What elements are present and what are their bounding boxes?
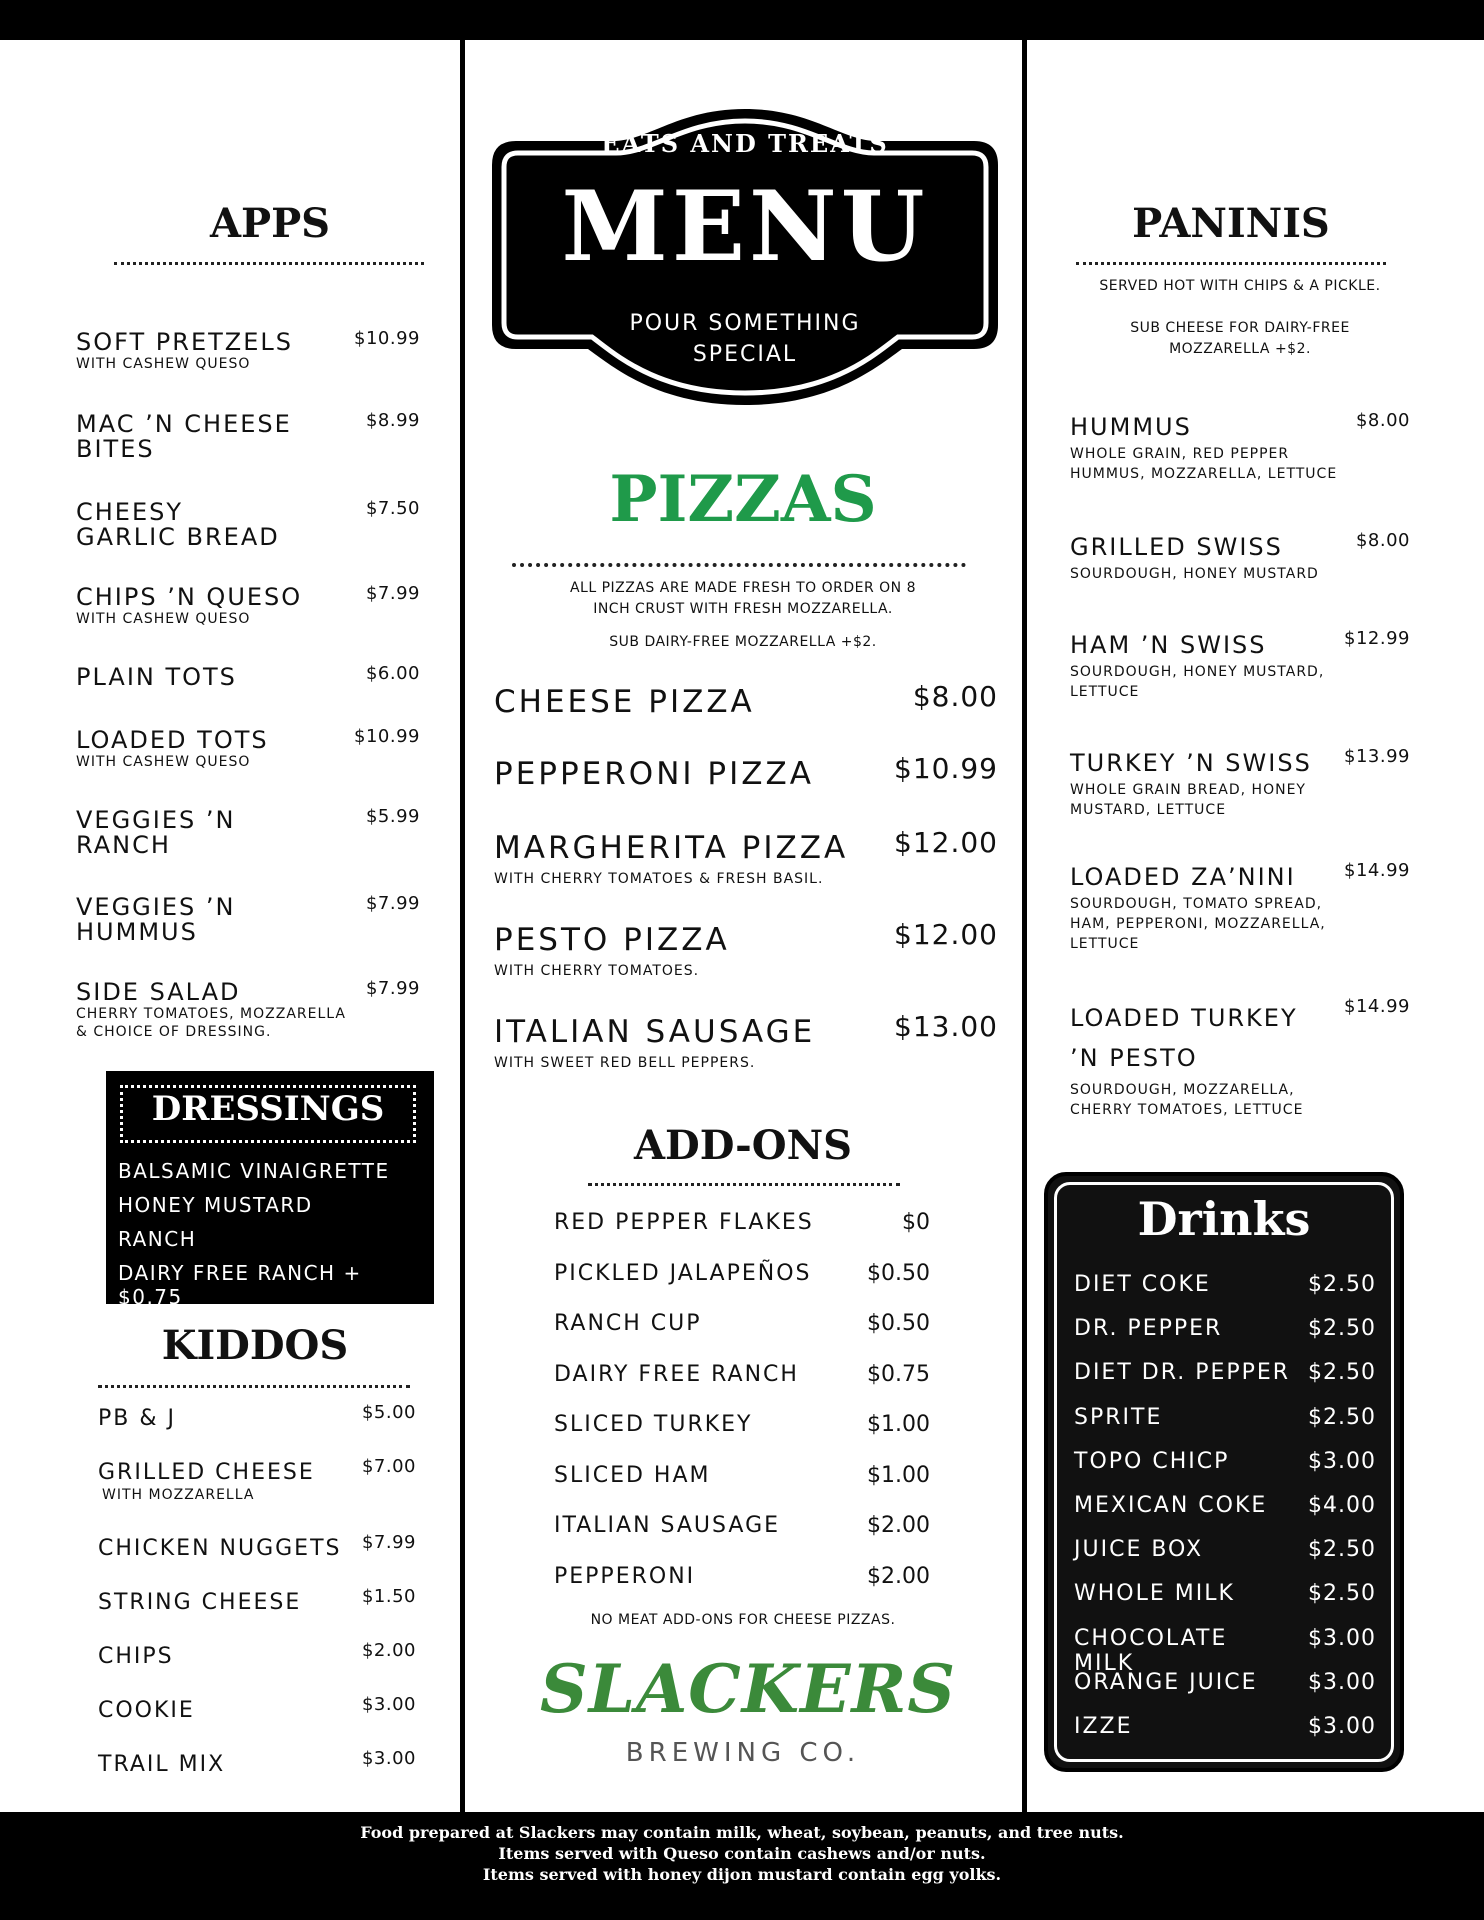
- panini-item-name: HUMMUS: [1070, 413, 1192, 441]
- apps-item-name: CHIPS ’N QUESO: [76, 583, 303, 611]
- footer-line-1: Food prepared at Slackers may contain milk, wheat, soybean, peanuts, and tree nuts.: [360, 1823, 1124, 1842]
- drink-item-price: $2.50: [1308, 1537, 1376, 1563]
- pizza-item-sub: WITH SWEET RED BELL PEPPERS.: [494, 1055, 756, 1071]
- panini-item-sub: WHOLE GRAIN BREAD, HONEY MUSTARD, LETTUCE: [1070, 782, 1306, 818]
- addon-item-name: RED PEPPER FLAKES: [554, 1210, 814, 1235]
- pizza-item-price: $12.00: [894, 918, 998, 951]
- kiddos-item-name: CHICKEN NUGGETS: [98, 1536, 342, 1561]
- drink-item-price: $3.00: [1308, 1714, 1376, 1739]
- dressings-box: [106, 1071, 434, 1309]
- pizza-item-price: $10.99: [894, 752, 998, 785]
- drink-item-price: $2.50: [1308, 1360, 1376, 1386]
- drink-item-price: $3.00: [1308, 1669, 1376, 1695]
- addon-item-price: $2.00: [867, 1513, 930, 1538]
- drink-item-name: SPRITE: [1074, 1404, 1163, 1430]
- drink-item-price: $3.00: [1308, 1625, 1376, 1651]
- logo-tagline-2: SPECIAL: [692, 342, 798, 367]
- logo-arc-text: EATS AND TREATS: [601, 129, 889, 158]
- top-bar: [0, 0, 1484, 40]
- drink-item-price: $2.50: [1308, 1316, 1376, 1342]
- drink-item-name: DIET DR. PEPPER: [1074, 1360, 1291, 1386]
- kiddos-item-price: $7.99: [361, 1532, 416, 1553]
- apps-item-sub: CHERRY TOMATOES, MOZZARELLA & CHOICE OF DRESSING.: [76, 1006, 346, 1040]
- panini-item-price: $8.00: [1355, 530, 1410, 551]
- drink-item-name: JUICE BOX: [1074, 1537, 1204, 1563]
- addons-heading: ADD-ONS: [633, 1122, 853, 1169]
- addon-item-name: SLICED HAM: [554, 1462, 711, 1488]
- kiddos-item-price: $7.00: [361, 1456, 416, 1477]
- apps-item-price: $7.99: [365, 583, 420, 604]
- panini-item-price: $8.00: [1355, 410, 1410, 431]
- drink-item-price: $2.50: [1308, 1581, 1376, 1607]
- drink-item-name: DR. PEPPER: [1074, 1316, 1223, 1342]
- pizza-item-price: $8.00: [912, 680, 998, 713]
- pizzas-note-2: SUB DAIRY-FREE MOZZARELLA +$2.: [609, 634, 877, 650]
- drink-item-name: CHOCOLATE MILK: [1074, 1625, 1228, 1676]
- apps-heading: APPS: [209, 200, 331, 247]
- panini-item-name: TURKEY ’N SWISS: [1070, 749, 1312, 777]
- pizza-item-price: $13.00: [894, 1010, 998, 1043]
- apps-item-name: LOADED TOTS: [76, 726, 269, 754]
- apps-item-name: CHEESY GARLIC BREAD: [76, 498, 280, 551]
- paninis-note-2: SUB CHEESE FOR DAIRY-FREE MOZZARELLA +$2.: [1130, 320, 1350, 357]
- apps-divider: [114, 262, 424, 265]
- panini-item-price: $14.99: [1344, 860, 1410, 881]
- addon-item-price: $1.00: [867, 1462, 930, 1488]
- logo-title: MENU: [561, 170, 929, 283]
- pizza-item-name: ITALIAN SAUSAGE: [494, 1014, 816, 1050]
- pizza-item-sub: WITH CHERRY TOMATOES & FRESH BASIL.: [494, 871, 824, 887]
- apps-item-sub: WITH CASHEW QUESO: [76, 754, 251, 770]
- allergen-footer: [0, 1812, 1484, 1920]
- addon-item-name: RANCH CUP: [554, 1311, 702, 1336]
- pizza-item-name: PESTO PIZZA: [494, 922, 730, 958]
- addon-item-price: $0.75: [867, 1361, 930, 1387]
- pizza-item-name: PEPPERONI PIZZA: [494, 756, 814, 792]
- kiddos-item-name: COOKIE: [98, 1698, 195, 1723]
- apps-item-price: $6.00: [365, 663, 420, 684]
- panini-item-sub: WHOLE GRAIN, RED PEPPER HUMMUS, MOZZARELLA, LETTUCE: [1070, 446, 1338, 482]
- drink-item-name: DIET COKE: [1074, 1272, 1211, 1297]
- panini-item-sub: SOURDOUGH, HONEY MUSTARD: [1070, 566, 1319, 582]
- apps-item-price: $8.99: [365, 410, 420, 431]
- pizzas-heading: PIZZAS: [609, 462, 877, 537]
- logo-tagline-1: POUR SOMETHING: [629, 311, 861, 336]
- addon-item-name: SLICED TURKEY: [554, 1412, 753, 1437]
- drink-item-price: $4.00: [1308, 1493, 1376, 1518]
- drink-item-price: $3.00: [1308, 1448, 1376, 1474]
- pizzas-divider: [512, 563, 966, 567]
- apps-item-price: $10.99: [354, 726, 420, 747]
- addon-item-name: DAIRY FREE RANCH: [554, 1361, 799, 1387]
- panini-item-name: LOADED TURKEY ’N PESTO: [1070, 1004, 1298, 1072]
- panini-item-price: $13.99: [1344, 746, 1410, 767]
- drink-item-price: $2.50: [1308, 1404, 1376, 1430]
- menu-logo-badge: [482, 105, 1008, 415]
- addon-item-price: $0.50: [867, 1260, 930, 1286]
- addons-divider: [588, 1183, 900, 1186]
- addon-item-name: PEPPERONI: [554, 1563, 696, 1589]
- dressing-item: RANCH: [118, 1227, 197, 1251]
- paninis-note-1: SERVED HOT WITH CHIPS & A PICKLE.: [1099, 278, 1381, 294]
- kiddos-item-price: $5.00: [361, 1402, 416, 1423]
- kiddos-item-price: $3.00: [361, 1748, 416, 1769]
- drinks-box: [1044, 1172, 1404, 1772]
- drink-item-name: IZZE: [1074, 1714, 1133, 1739]
- addons-note: NO MEAT ADD-ONS FOR CHEESE PIZZAS.: [590, 1612, 896, 1628]
- pizza-item-price: $12.00: [894, 826, 998, 859]
- paninis-divider: [1076, 262, 1386, 265]
- kiddos-item-name: STRING CHEESE: [98, 1590, 302, 1615]
- dressing-item: BALSAMIC VINAIGRETTE: [118, 1159, 390, 1183]
- addon-item-price: $1.00: [867, 1412, 930, 1437]
- apps-item-name: VEGGIES ’N RANCH: [76, 806, 236, 859]
- apps-item-price: $7.99: [365, 978, 420, 999]
- addon-item-name: ITALIAN SAUSAGE: [554, 1513, 781, 1538]
- pizza-item-name: CHEESE PIZZA: [494, 684, 755, 720]
- pizza-item-sub: WITH CHERRY TOMATOES.: [494, 963, 700, 979]
- drink-item-price: $2.50: [1308, 1272, 1376, 1297]
- addon-item-price: $0: [902, 1210, 930, 1235]
- dressing-item: HONEY MUSTARD: [118, 1193, 313, 1217]
- dressings-heading: DRESSINGS: [151, 1089, 385, 1129]
- column-divider-left: [460, 40, 465, 1812]
- drinks-heading: Drinks: [1137, 1192, 1311, 1246]
- panini-item-sub: SOURDOUGH, TOMATO SPREAD, HAM, PEPPERONI, MOZZARELLA, LETTUCE: [1070, 896, 1326, 952]
- addon-item-name: PICKLED JALAPEÑOS: [554, 1260, 812, 1286]
- panini-item-price: $14.99: [1344, 996, 1410, 1017]
- footer-line-2: Items served with Queso contain cashews and/or nuts.: [498, 1844, 986, 1863]
- apps-item-name: VEGGIES ’N HUMMUS: [76, 893, 236, 946]
- apps-item-price: $5.99: [365, 806, 420, 827]
- drink-item-name: TOPO CHICP: [1074, 1448, 1230, 1474]
- panini-item-sub: SOURDOUGH, HONEY MUSTARD, LETTUCE: [1070, 664, 1325, 700]
- kiddos-heading: KIDDOS: [161, 1322, 349, 1369]
- apps-item-price: $7.50: [365, 498, 420, 519]
- kiddos-item-name: GRILLED CHEESE: [98, 1460, 315, 1485]
- paninis-heading: PANINIS: [1132, 200, 1330, 247]
- pizzas-note-1: ALL PIZZAS ARE MADE FRESH TO ORDER ON 8 INCH CRUST WITH FRESH MOZZARELLA.: [569, 580, 917, 617]
- apps-item-name: SIDE SALAD: [76, 978, 241, 1006]
- brand-logo-name: SLACKERS: [540, 1650, 956, 1728]
- panini-item-price: $12.99: [1344, 628, 1410, 649]
- addon-item-price: $2.00: [867, 1563, 930, 1589]
- kiddos-divider: [98, 1385, 410, 1388]
- brand-logo-sub: BREWING CO.: [625, 1738, 861, 1768]
- kiddos-item-name: PB & J: [98, 1406, 176, 1431]
- column-divider-right: [1022, 40, 1027, 1812]
- drink-item-name: MEXICAN COKE: [1074, 1493, 1268, 1518]
- panini-item-name: HAM ’N SWISS: [1070, 631, 1267, 659]
- kiddos-item-sub: WITH MOZZARELLA: [102, 1487, 255, 1503]
- apps-item-name: SOFT PRETZELS: [76, 328, 293, 356]
- drink-item-name: ORANGE JUICE: [1074, 1669, 1258, 1695]
- panini-item-sub: SOURDOUGH, MOZZARELLA, CHERRY TOMATOES, LETTUCE: [1070, 1082, 1304, 1118]
- kiddos-item-price: $3.00: [361, 1694, 416, 1715]
- panini-item-name: LOADED ZA’NINI: [1070, 863, 1296, 891]
- kiddos-item-price: $1.50: [361, 1586, 416, 1607]
- apps-item-name: PLAIN TOTS: [76, 663, 237, 691]
- pizza-item-name: MARGHERITA PIZZA: [494, 830, 849, 866]
- drink-item-name: WHOLE MILK: [1074, 1581, 1235, 1607]
- panini-item-name: GRILLED SWISS: [1070, 533, 1283, 561]
- apps-item-price: $7.99: [365, 893, 420, 914]
- addon-item-price: $0.50: [867, 1311, 930, 1336]
- apps-item-sub: WITH CASHEW QUESO: [76, 611, 251, 627]
- apps-item-price: $10.99: [354, 328, 420, 349]
- dressing-item: DAIRY FREE RANCH + $0.75: [118, 1261, 362, 1309]
- footer-line-3: Items served with honey dijon mustard contain egg yolks.: [482, 1865, 1002, 1884]
- kiddos-item-name: TRAIL MIX: [98, 1752, 226, 1777]
- apps-item-name: MAC ’N CHEESE BITES: [76, 410, 292, 463]
- kiddos-item-name: CHIPS: [98, 1644, 174, 1669]
- apps-item-sub: WITH CASHEW QUESO: [76, 356, 251, 372]
- kiddos-item-price: $2.00: [361, 1640, 416, 1661]
